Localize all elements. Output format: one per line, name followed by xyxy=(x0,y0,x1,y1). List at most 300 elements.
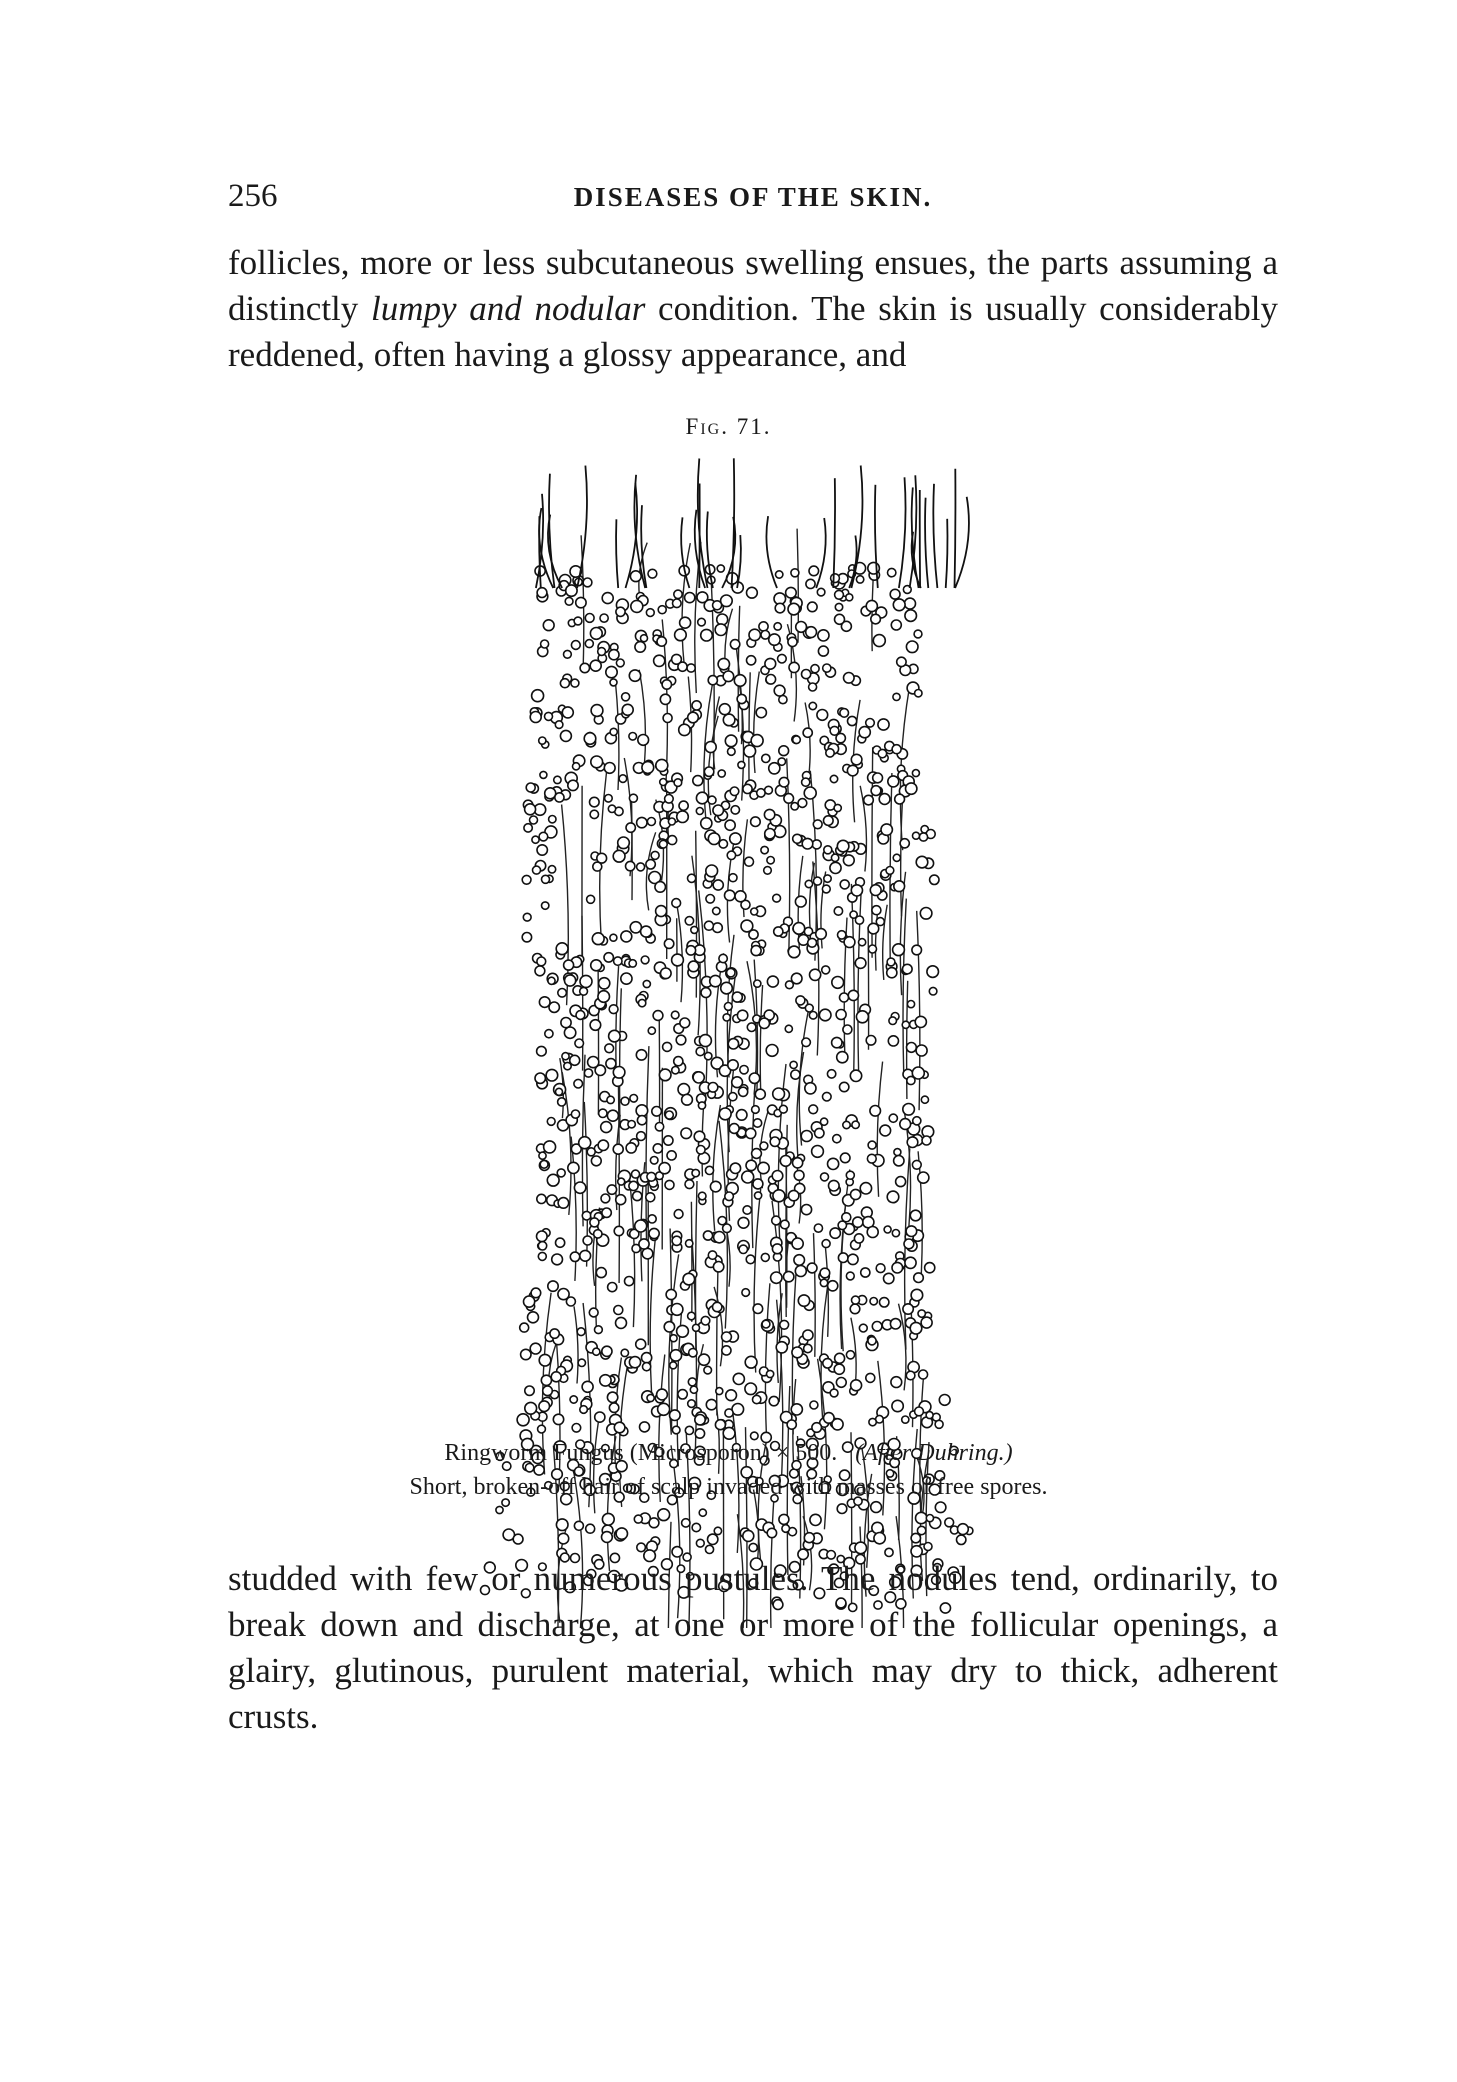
spore xyxy=(535,1073,545,1083)
hair-strand xyxy=(903,899,906,1077)
spore xyxy=(530,816,538,824)
spore xyxy=(608,805,615,812)
spore xyxy=(838,931,846,939)
hair-strand xyxy=(630,1180,635,1328)
spore xyxy=(807,1263,817,1273)
spore xyxy=(727,851,735,859)
spore xyxy=(760,1142,768,1150)
spore xyxy=(751,735,763,747)
spore xyxy=(723,1224,732,1233)
spore xyxy=(752,1149,762,1159)
spore xyxy=(837,1052,848,1063)
spore xyxy=(713,805,724,816)
spore xyxy=(840,1082,849,1091)
spore xyxy=(679,801,688,810)
spore xyxy=(524,1296,535,1307)
spore xyxy=(626,823,635,832)
spore xyxy=(565,975,576,986)
spore xyxy=(866,1036,876,1046)
spore xyxy=(728,748,736,756)
spore xyxy=(562,1053,569,1060)
spore xyxy=(643,1363,651,1371)
hair-strand xyxy=(917,911,920,1110)
spore xyxy=(798,799,807,808)
spore xyxy=(665,1180,674,1189)
spore xyxy=(809,566,819,576)
caption-credit: (After Duhring.) xyxy=(855,1440,1013,1466)
spore xyxy=(605,1044,614,1053)
spore xyxy=(725,1192,734,1201)
spore xyxy=(558,989,567,998)
spore xyxy=(749,629,760,640)
spore xyxy=(859,1324,867,1332)
spore xyxy=(725,1409,733,1417)
spore xyxy=(696,1047,704,1055)
spore xyxy=(688,712,699,723)
spore xyxy=(613,1067,625,1079)
spore xyxy=(606,666,617,677)
spore xyxy=(764,809,774,819)
spore xyxy=(915,1407,924,1416)
spore xyxy=(696,1539,704,1547)
spore xyxy=(698,618,706,626)
spore xyxy=(740,1066,748,1074)
spore xyxy=(780,1320,789,1329)
spore xyxy=(747,656,756,665)
spore xyxy=(568,1162,579,1173)
spore xyxy=(830,862,841,873)
spore xyxy=(641,635,648,642)
spore xyxy=(629,733,637,741)
spore xyxy=(678,662,687,671)
spore xyxy=(867,1154,876,1163)
spore xyxy=(694,1131,705,1142)
spore xyxy=(921,1096,928,1103)
spore xyxy=(904,1239,914,1249)
spore xyxy=(560,730,571,741)
spore xyxy=(513,1534,523,1544)
spore xyxy=(558,1198,569,1209)
spore xyxy=(729,1124,739,1134)
spore xyxy=(566,585,577,596)
spore xyxy=(705,1052,712,1059)
spore xyxy=(747,1023,756,1032)
spore xyxy=(834,1364,844,1374)
spore xyxy=(587,1148,595,1156)
spore xyxy=(549,816,556,823)
spore xyxy=(851,754,862,765)
spore xyxy=(725,890,735,900)
spore xyxy=(590,660,601,671)
spore xyxy=(791,569,799,577)
spore xyxy=(726,1390,737,1401)
spore xyxy=(850,1304,860,1314)
spore xyxy=(869,1418,876,1425)
spore xyxy=(739,1245,747,1253)
spore xyxy=(884,1273,894,1283)
spore xyxy=(893,944,905,956)
spore xyxy=(830,1389,838,1397)
spore xyxy=(539,1152,546,1159)
spore xyxy=(659,840,667,848)
spore xyxy=(582,1381,593,1392)
spore xyxy=(692,1169,699,1176)
spore xyxy=(873,635,885,647)
spore xyxy=(719,1108,731,1120)
hair-tuft xyxy=(946,519,948,588)
spore xyxy=(522,933,531,942)
spore xyxy=(812,1423,822,1433)
spore xyxy=(539,997,550,1008)
spore xyxy=(835,590,844,599)
spore xyxy=(641,926,652,937)
spore xyxy=(690,1386,697,1393)
spore xyxy=(749,1073,759,1083)
spore xyxy=(547,1174,559,1186)
spore xyxy=(809,1012,817,1020)
spore xyxy=(637,863,645,871)
spore xyxy=(616,1195,626,1205)
spore xyxy=(771,1272,782,1283)
spore xyxy=(598,648,606,656)
spore xyxy=(778,654,787,663)
spore xyxy=(927,966,939,978)
spore xyxy=(804,787,816,799)
spore xyxy=(776,1342,787,1353)
spore xyxy=(861,1268,870,1277)
spore xyxy=(575,1039,584,1048)
spore xyxy=(708,796,716,804)
hair-strand xyxy=(754,1189,761,1373)
spore xyxy=(860,1183,871,1194)
spore xyxy=(774,623,781,630)
spore xyxy=(767,857,774,864)
spore xyxy=(796,622,807,633)
hair-tuft xyxy=(616,519,618,588)
spore xyxy=(671,1304,683,1316)
spore xyxy=(580,663,589,672)
spore xyxy=(632,1170,640,1178)
spore xyxy=(784,794,794,804)
spore xyxy=(517,1414,529,1426)
spore xyxy=(664,1136,673,1145)
spore xyxy=(868,1141,876,1149)
spore xyxy=(686,1240,693,1247)
spore xyxy=(910,1210,921,1221)
spore xyxy=(886,867,894,875)
spore xyxy=(678,1390,687,1399)
spore xyxy=(810,969,821,980)
spore xyxy=(523,913,531,921)
spore xyxy=(762,1320,770,1328)
spore xyxy=(591,756,603,768)
spore xyxy=(906,783,917,794)
spore xyxy=(657,1389,668,1400)
spore xyxy=(795,896,806,907)
spore xyxy=(837,1504,847,1514)
spore xyxy=(643,980,650,987)
spore xyxy=(646,1193,655,1202)
spore xyxy=(539,737,546,744)
spore xyxy=(715,1420,725,1430)
spore xyxy=(769,634,780,645)
spore xyxy=(757,789,765,797)
spore xyxy=(543,1386,553,1396)
spore xyxy=(688,1400,696,1408)
spore xyxy=(878,749,886,757)
spore xyxy=(893,693,900,700)
spore xyxy=(907,1001,914,1008)
spore xyxy=(688,874,696,882)
spore xyxy=(765,658,776,669)
spore xyxy=(646,860,655,869)
spore xyxy=(852,1121,859,1128)
spore xyxy=(635,642,646,653)
spore xyxy=(614,957,622,965)
spore xyxy=(779,777,789,787)
hair-strand xyxy=(760,985,762,1096)
spore xyxy=(786,981,794,989)
spore xyxy=(924,1543,932,1551)
spore xyxy=(670,1362,677,1369)
spore xyxy=(743,1206,751,1214)
spore xyxy=(902,1416,909,1423)
hair-strand xyxy=(620,988,622,1127)
spore xyxy=(796,996,805,1005)
spore xyxy=(814,877,822,885)
spore xyxy=(530,712,541,723)
spore xyxy=(753,1179,763,1189)
spore xyxy=(809,702,816,709)
spore xyxy=(590,1020,601,1031)
spore xyxy=(831,854,838,861)
spore xyxy=(727,969,735,977)
spore xyxy=(610,679,617,686)
spore xyxy=(637,1543,646,1552)
spore xyxy=(626,1143,636,1153)
spore xyxy=(579,1137,591,1149)
spore xyxy=(723,1014,730,1021)
spore xyxy=(551,1372,561,1382)
spore xyxy=(648,569,657,578)
spore xyxy=(628,1121,635,1128)
spore xyxy=(580,975,592,987)
spore xyxy=(805,1083,816,1094)
spore xyxy=(605,795,613,803)
spore xyxy=(667,1151,676,1160)
spore xyxy=(848,1254,858,1264)
spore xyxy=(829,1180,840,1191)
spore xyxy=(914,630,922,638)
hair-tuft xyxy=(833,478,835,588)
spore xyxy=(798,1295,809,1306)
spore xyxy=(698,1102,705,1109)
spore xyxy=(602,1208,611,1217)
hair-tuft xyxy=(816,518,826,588)
spore xyxy=(889,1017,897,1025)
spore xyxy=(907,1043,917,1053)
spore xyxy=(693,1072,704,1083)
spore xyxy=(662,680,671,689)
spore xyxy=(870,1106,881,1117)
spore xyxy=(561,1018,571,1028)
spore xyxy=(525,804,536,815)
spore xyxy=(537,957,546,966)
spore xyxy=(729,874,737,882)
spore xyxy=(916,1512,927,1523)
spore xyxy=(846,1272,854,1280)
spore xyxy=(685,1426,693,1434)
hair-strand xyxy=(868,927,869,1050)
spore xyxy=(656,906,667,917)
spore xyxy=(571,641,580,650)
spore xyxy=(622,693,630,701)
spore xyxy=(647,818,655,826)
spore xyxy=(593,1348,600,1355)
spore xyxy=(713,907,720,914)
spore xyxy=(767,976,778,987)
spore xyxy=(556,1238,565,1247)
hair-strand xyxy=(639,670,645,771)
spore xyxy=(722,1332,732,1342)
spore xyxy=(706,1399,716,1409)
spore xyxy=(746,1160,756,1170)
spore xyxy=(525,1386,534,1395)
spore xyxy=(900,1119,911,1130)
spore xyxy=(847,765,858,776)
spore xyxy=(767,1528,776,1537)
spore xyxy=(653,1144,662,1153)
spore xyxy=(905,598,916,609)
spore xyxy=(817,710,828,721)
spore xyxy=(802,670,811,679)
spore xyxy=(749,1543,757,1551)
spore xyxy=(594,1230,602,1238)
spore xyxy=(614,1306,623,1315)
spore xyxy=(872,906,881,915)
spore xyxy=(907,1137,918,1148)
figure-caption-line-1 xyxy=(0,1440,1457,1467)
spore xyxy=(664,939,673,948)
spore xyxy=(778,758,785,765)
spore xyxy=(548,866,555,873)
spore xyxy=(824,875,831,882)
spore xyxy=(539,832,548,841)
spore xyxy=(791,1404,802,1415)
spore xyxy=(564,1027,575,1038)
spore xyxy=(682,1519,690,1527)
spore xyxy=(913,832,920,839)
spore xyxy=(595,1326,603,1334)
spore xyxy=(755,1192,762,1199)
spore xyxy=(717,565,724,572)
spore xyxy=(926,1412,933,1419)
spore xyxy=(674,590,682,598)
spore xyxy=(859,727,870,738)
spore xyxy=(556,1519,568,1531)
spore xyxy=(775,603,785,613)
spore xyxy=(894,881,905,892)
spore xyxy=(658,1403,670,1415)
spore xyxy=(855,1542,867,1554)
spore xyxy=(573,763,580,770)
spore xyxy=(808,602,818,612)
hair-tuft xyxy=(766,516,777,588)
spore xyxy=(652,1107,662,1117)
spore xyxy=(921,1317,932,1328)
spore xyxy=(685,593,695,603)
spore xyxy=(571,1110,579,1118)
spore xyxy=(607,1096,614,1103)
spore xyxy=(636,1339,646,1349)
spore xyxy=(791,1070,800,1079)
spore xyxy=(646,609,654,617)
spore xyxy=(929,987,937,995)
spore xyxy=(804,1344,812,1352)
spore xyxy=(736,1110,747,1121)
spore xyxy=(713,601,722,610)
spore xyxy=(910,1322,922,1334)
spore xyxy=(810,1401,818,1409)
spore xyxy=(640,1422,650,1432)
spore xyxy=(530,1343,541,1354)
spore xyxy=(795,1266,806,1277)
spore xyxy=(893,599,905,611)
spore xyxy=(724,1003,732,1011)
spore xyxy=(855,958,866,969)
spore xyxy=(600,614,608,622)
spore xyxy=(629,1357,640,1368)
spore xyxy=(608,1283,617,1292)
spore xyxy=(670,1335,677,1342)
spore xyxy=(889,1114,897,1122)
spore xyxy=(671,1011,679,1019)
spore xyxy=(747,587,758,598)
spore xyxy=(708,833,720,845)
spore xyxy=(705,1166,713,1174)
spore xyxy=(539,1401,550,1412)
spore xyxy=(520,1323,529,1332)
spore xyxy=(574,1182,585,1193)
spore xyxy=(848,716,857,725)
spore xyxy=(890,589,900,599)
spore xyxy=(730,833,741,844)
spore xyxy=(801,1205,811,1215)
spore xyxy=(564,960,574,970)
spore xyxy=(840,993,849,1002)
spore xyxy=(851,1189,861,1199)
spore xyxy=(591,1156,601,1166)
spore xyxy=(661,968,672,979)
spore xyxy=(688,1312,696,1320)
spore xyxy=(538,1425,546,1433)
spore xyxy=(787,1420,796,1429)
spore xyxy=(957,1535,966,1544)
spore xyxy=(590,628,602,640)
spore xyxy=(537,1194,546,1203)
paragraph-bottom: studded with few or numerous pustules. The nodules tend, ordinarily, to break down and discharge, at one or more of the follicular openings, a glairy, glutinous, purulent material, which may dry to thick, adherent crusts. xyxy=(228,1559,1278,1736)
spore xyxy=(532,690,544,702)
spore xyxy=(659,1163,670,1174)
spore xyxy=(545,788,556,799)
spore xyxy=(892,1400,903,1411)
spore xyxy=(693,776,703,786)
spore xyxy=(601,1194,610,1203)
spore xyxy=(793,834,802,843)
spore xyxy=(761,846,768,853)
spore xyxy=(751,946,761,956)
spore xyxy=(784,1271,794,1281)
